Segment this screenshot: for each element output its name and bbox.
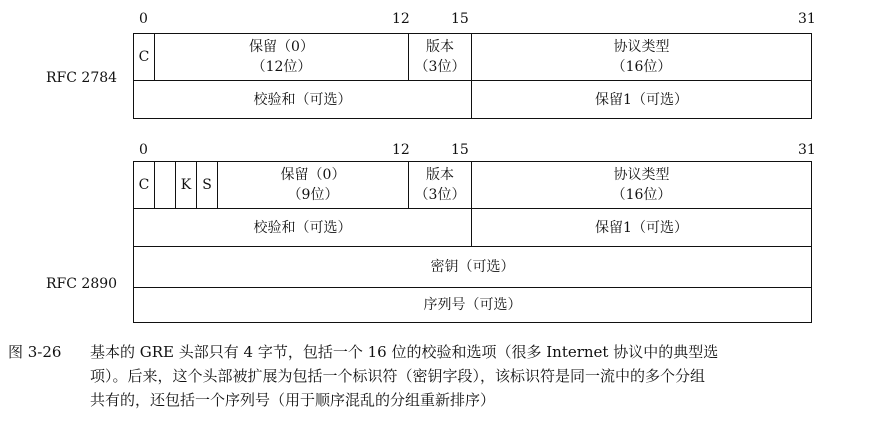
bit-marker-31: 31 — [798, 142, 816, 158]
checksum-field — [133, 208, 472, 247]
k-flag-label: K — [180, 177, 192, 193]
protocol-type-title: 协议类型 — [613, 39, 670, 55]
bit-marker-31: 31 — [798, 11, 816, 27]
reserved1-field — [471, 208, 812, 247]
bit-marker-12: 12 — [392, 11, 410, 27]
reserved0-field — [154, 33, 409, 81]
reserved1-field — [471, 80, 812, 119]
version-field — [408, 161, 472, 209]
c-flag-field — [133, 33, 155, 81]
version-title: 版本 — [426, 167, 454, 183]
reserved0-title: 保留（0） — [280, 167, 346, 183]
checksum-label: 校验和（可选） — [253, 219, 352, 236]
protocol-type-field — [471, 161, 812, 209]
checksum-label: 校验和（可选） — [253, 91, 352, 108]
version-field — [408, 33, 472, 81]
reserved1-label: 保留1（可选） — [595, 219, 688, 236]
bit-marker-12: 12 — [392, 142, 410, 158]
caption-text — [90, 340, 870, 412]
k-flag-field — [175, 161, 197, 209]
rfc-label: RFC 2890 — [46, 276, 118, 292]
bit-marker-15: 15 — [451, 142, 469, 158]
reserved0-title: 保留（0） — [249, 39, 314, 55]
protocol-type-bits: （16位） — [611, 187, 672, 203]
version-title: 版本 — [426, 39, 454, 55]
protocol-type-bits: （16位） — [611, 59, 672, 75]
reserved0-bits: （12位） — [251, 59, 312, 75]
bit-marker-0: 0 — [139, 142, 148, 158]
sequence-number-field — [133, 287, 812, 323]
bit-marker-15: 15 — [451, 11, 469, 27]
bit-marker-0: 0 — [139, 11, 148, 27]
c-flag-label: C — [138, 49, 150, 65]
s-flag-label: S — [202, 177, 212, 193]
unused-flag-field — [154, 161, 176, 209]
reserved1-label: 保留1（可选） — [595, 91, 688, 108]
c-flag-label: C — [138, 177, 150, 193]
c-flag-field — [133, 161, 155, 209]
checksum-field — [133, 80, 472, 119]
protocol-type-field — [471, 33, 812, 81]
caption-line: 项）。后来，这个头部被扩展为包括一个标识符（密钥字段），该标识符是同一流中的多个分组 — [90, 367, 706, 385]
version-bits: （3位） — [414, 59, 466, 75]
caption-line: 共有的，还包括一个序列号（用于顺序混乱的分组重新排序） — [90, 391, 496, 409]
rfc-label: RFC 2784 — [46, 70, 118, 86]
sequence-number-label: 序列号（可选） — [423, 297, 522, 313]
key-label: 密钥（可选） — [430, 259, 515, 275]
reserved0-field — [217, 161, 409, 209]
protocol-type-title: 协议类型 — [613, 167, 670, 183]
key-field — [133, 246, 812, 288]
s-flag-field — [196, 161, 218, 209]
version-bits: （3位） — [414, 187, 466, 203]
caption-line: 基本的 GRE 头部只有 4 字节，包括一个 16 位的校验和选项（很多 Internet 协议中的典型选 — [90, 343, 719, 361]
figure-number: 图 3-26 — [8, 343, 62, 361]
reserved0-bits: （9位） — [287, 187, 339, 203]
